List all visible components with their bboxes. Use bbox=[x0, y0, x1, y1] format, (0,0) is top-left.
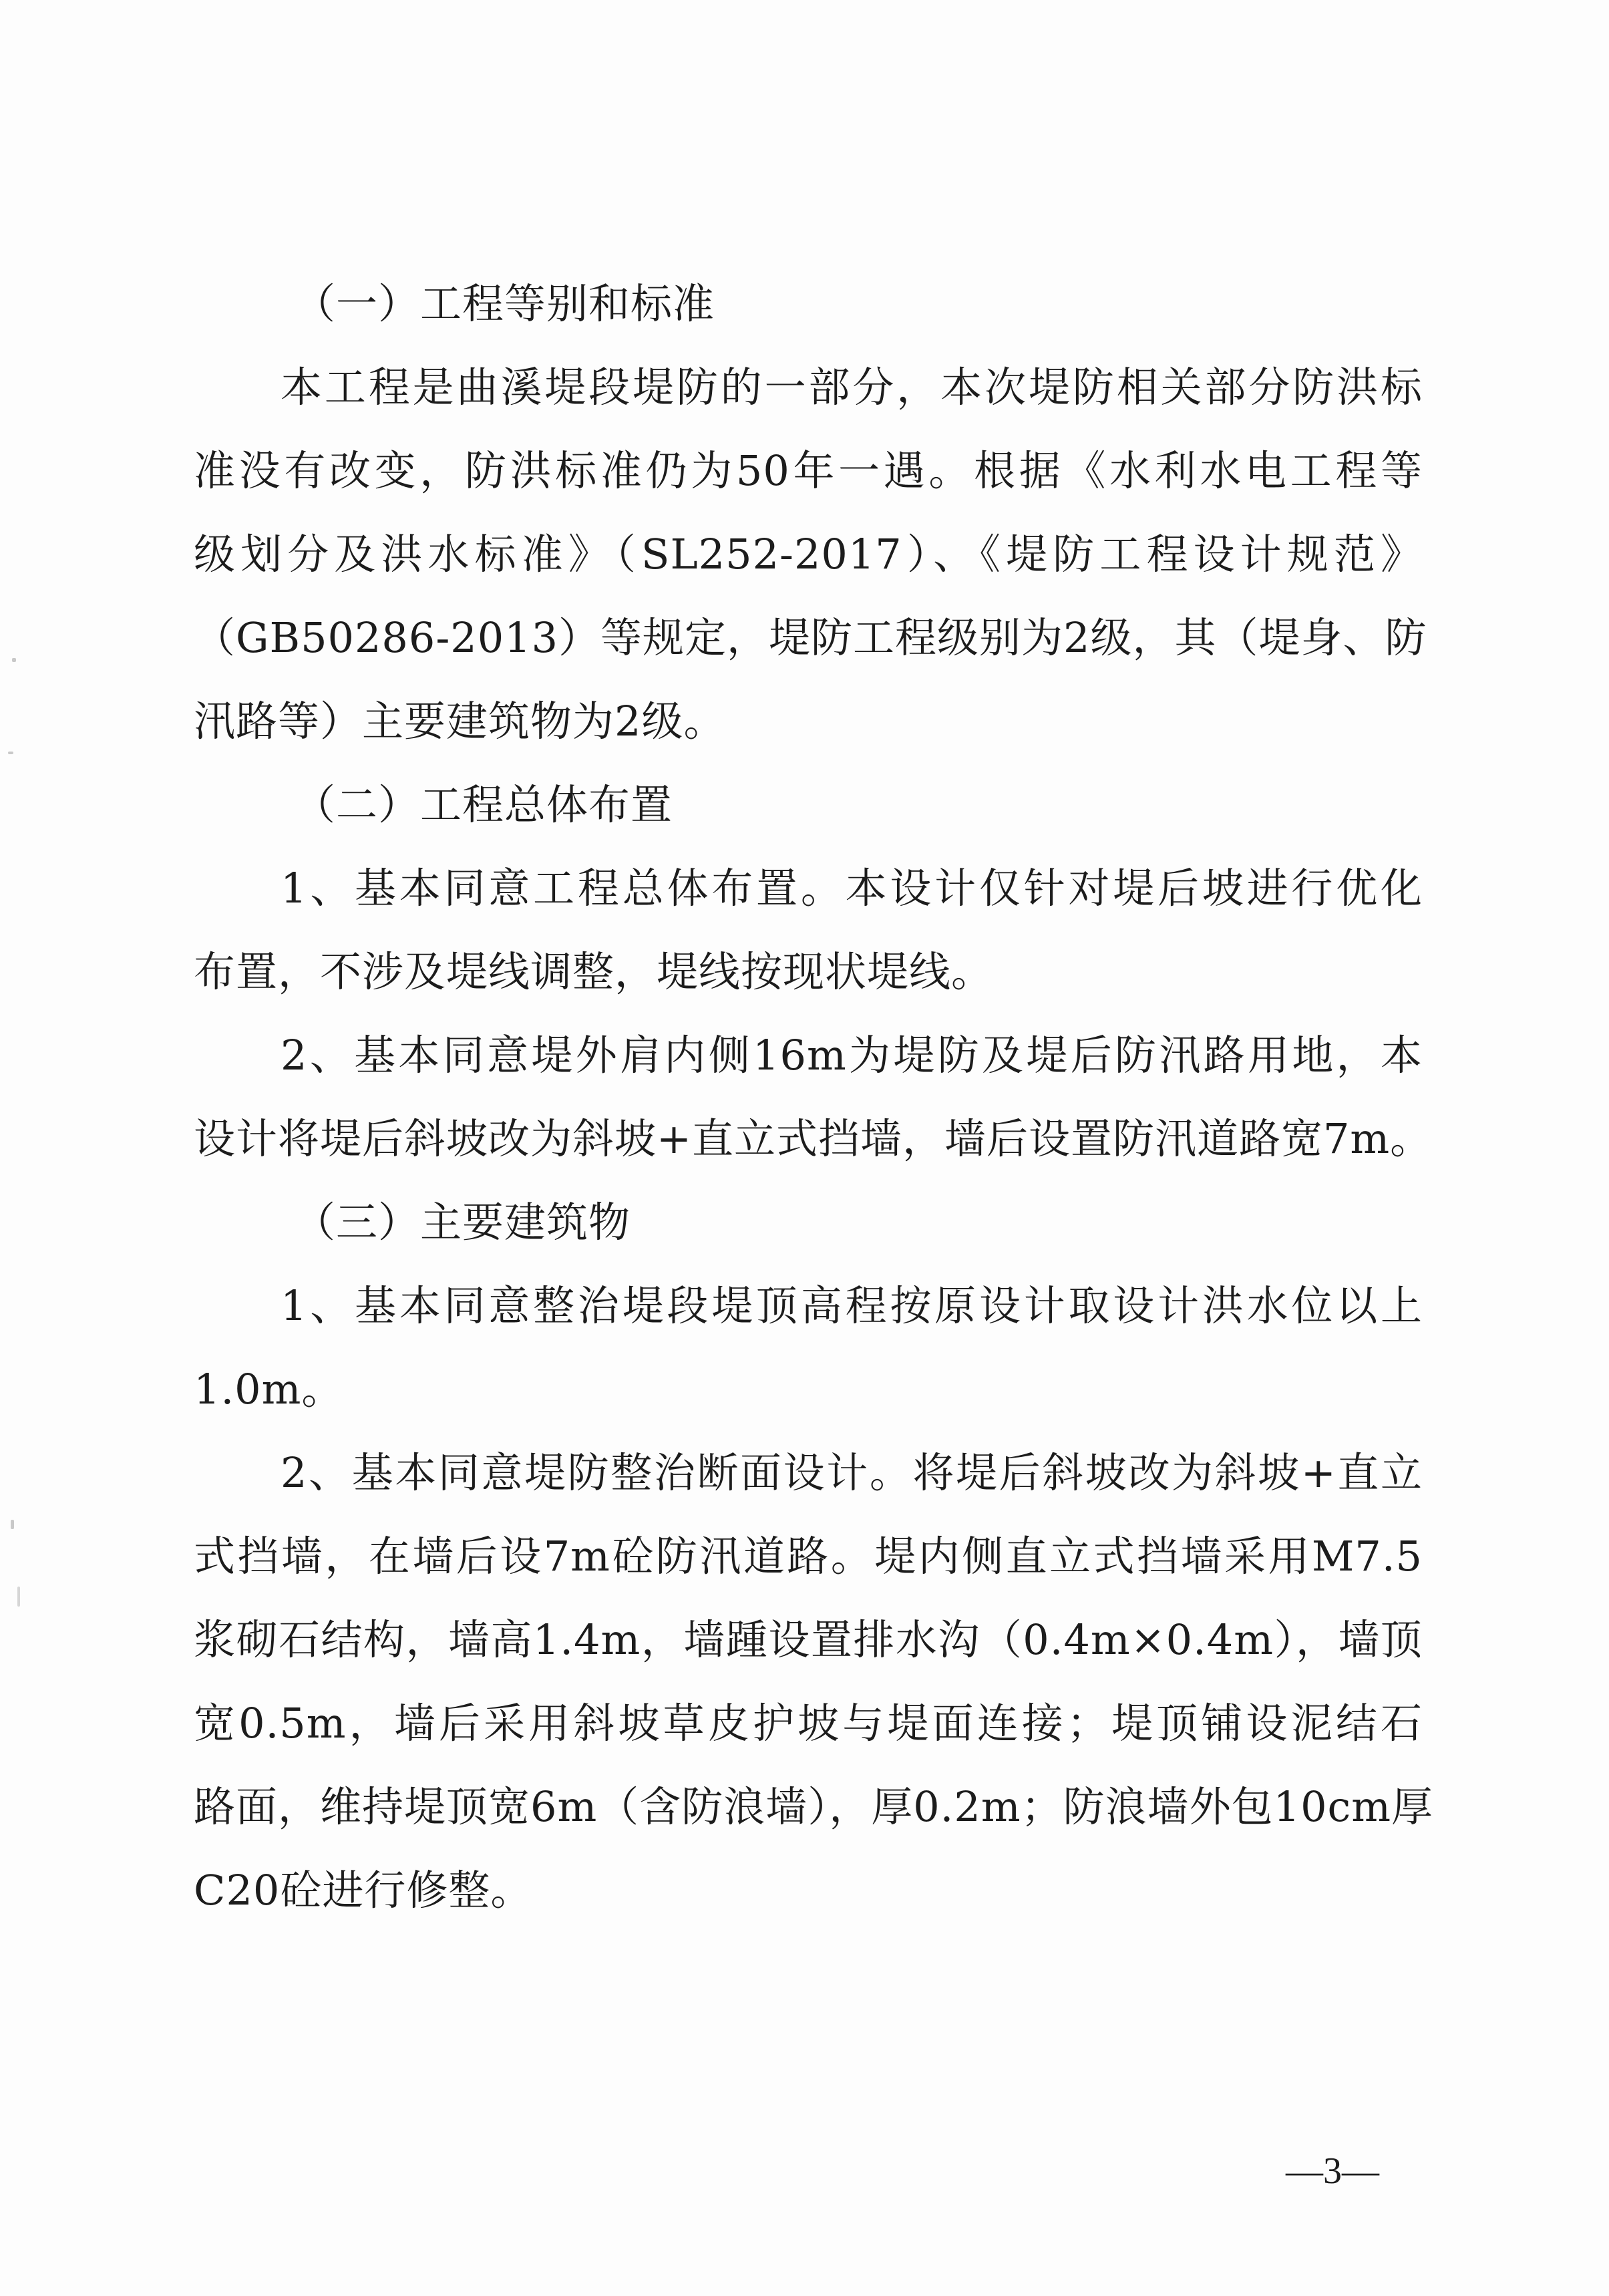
section-heading-structures: （三）主要建筑物 bbox=[294, 1198, 631, 1247]
paragraph-line: 准没有改变，防洪标准仍为50年一遇。根据《水利水电工程等 bbox=[194, 446, 1423, 495]
paragraph-line: C20砼进行修整。 bbox=[194, 1866, 533, 1915]
scan-mark bbox=[11, 1520, 14, 1529]
paragraph-line: 本工程是曲溪堤段堤防的一部分，本次堤防相关部分防洪标 bbox=[281, 363, 1423, 412]
paragraph-line: （GB50286-2013）等规定，堤防工程级别为2级，其（堤身、防 bbox=[194, 613, 1427, 662]
paragraph-line: 2、基本同意堤外肩内侧16m为堤防及堤后防汛路用地，本 bbox=[281, 1031, 1423, 1080]
paragraph-line: 宽0.5m，墙后采用斜坡草皮护坡与堤面连接；堤顶铺设泥结石 bbox=[194, 1699, 1423, 1748]
paragraph-line: 1、基本同意工程总体布置。本设计仅针对堤后坡进行优化 bbox=[281, 864, 1423, 913]
scan-mark bbox=[17, 1587, 20, 1607]
paragraph-line: 级划分及洪水标准》（SL252-2017）、《堤防工程设计规范》 bbox=[194, 530, 1423, 579]
paragraph-line: 设计将堤后斜坡改为斜坡+直立式挡墙，墙后设置防汛道路宽7m。 bbox=[194, 1114, 1433, 1163]
paragraph-line: 浆砌石结构，墙高1.4m，墙踵设置排水沟（0.4m×0.4m），墙顶 bbox=[194, 1615, 1423, 1664]
paragraph-line: 1、基本同意整治堤段堤顶高程按原设计取设计洪水位以上 bbox=[281, 1281, 1423, 1330]
section-heading-layout: （二）工程总体布置 bbox=[294, 780, 673, 829]
paragraph-line: 式挡墙，在墙后设7m砼防汛道路。堤内侧直立式挡墙采用M7.5 bbox=[194, 1532, 1423, 1581]
paragraph-line: 布置，不涉及堤线调整，堤线按现状堤线。 bbox=[194, 947, 994, 996]
section-heading-standards: （一）工程等别和标准 bbox=[294, 279, 715, 328]
page-number: —3— bbox=[1286, 2150, 1379, 2192]
scan-mark bbox=[12, 658, 16, 662]
paragraph-line: 2、基本同意堤防整治断面设计。将堤后斜坡改为斜坡+直立 bbox=[281, 1448, 1423, 1497]
paragraph-line: 汛路等）主要建筑物为2级。 bbox=[194, 697, 726, 746]
paragraph-line: 1.0m。 bbox=[194, 1365, 344, 1414]
scan-mark bbox=[8, 752, 13, 754]
paragraph-line: 路面，维持堤顶宽6m（含防浪墙），厚0.2m；防浪墙外包10cm厚 bbox=[194, 1782, 1434, 1831]
